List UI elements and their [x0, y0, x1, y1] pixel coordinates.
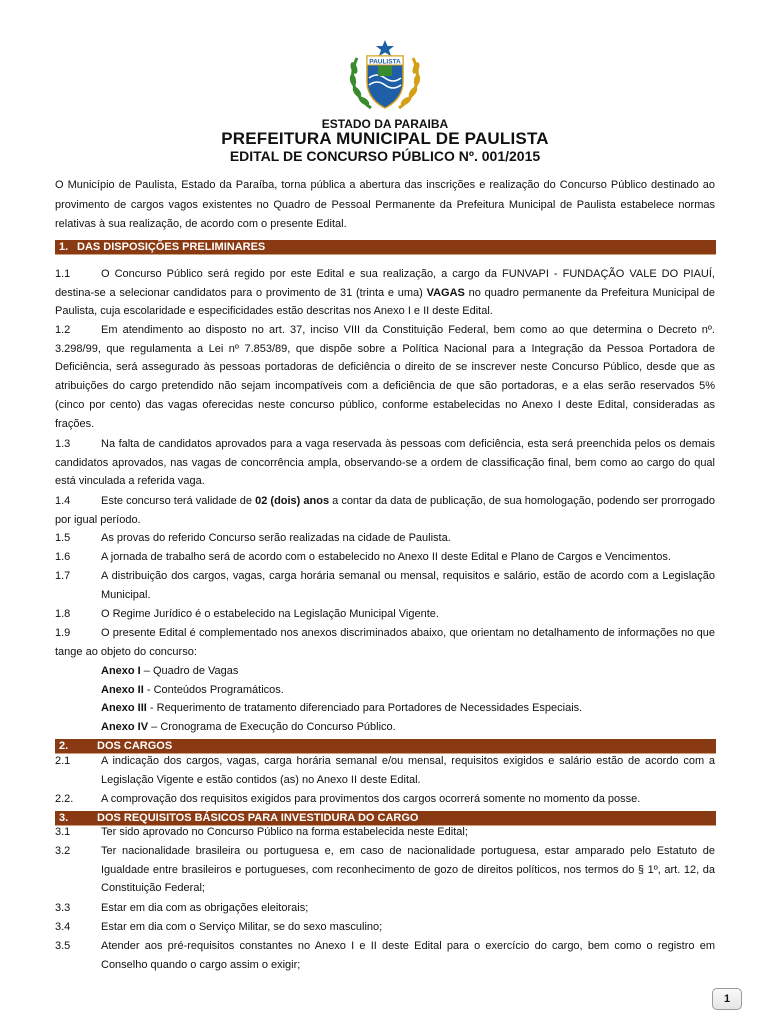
clause-text: O Concurso Público será regido por este Edital e sua realização, a cargo da FUNVAPI - FUNDAÇÃO VALE DO PIAUÍ, destina-se a selecionar candidatos para o provimento de 31 (trinta e uma)	[55, 268, 715, 299]
clause-number: 3.5	[55, 940, 71, 952]
clause-number: 1.7	[55, 570, 71, 582]
page-number: 1	[712, 988, 742, 1010]
clause-3-2	[55, 842, 715, 898]
clause-1-3	[55, 435, 715, 491]
clause-text: no quadro permanente da Prefeitura Municipal de Paulista, cuja escolaridade e especificidades estão descritas nos Anexo I e II deste Edital.	[55, 286, 715, 318]
annex-item: Anexo II - Conteúdos Programáticos.	[101, 684, 284, 696]
clause-text: a contar da data de publicação, de sua homologação, podendo ser prorrogado por igual período.	[55, 495, 715, 526]
clause-1-2	[55, 321, 715, 433]
clause-1-1	[55, 265, 715, 321]
clause-text: Este concurso terá validade de	[101, 495, 256, 507]
clause-3-1	[55, 823, 715, 842]
clause-1-6	[55, 548, 715, 567]
clause-text: A comprovação dos requisitos exigidos para provimentos dos cargos ocorrerá somente no momento da posse.	[101, 793, 641, 805]
municipal-crest-logo	[345, 38, 425, 116]
clause-number: 1.8	[55, 608, 71, 620]
annex-item: Anexo I – Quadro de Vagas	[101, 665, 239, 677]
section-number: 2.	[59, 740, 69, 752]
clause-number: 1.4	[55, 495, 71, 507]
clause-number: 2.2.	[55, 793, 74, 805]
section-title: DOS CARGOS	[97, 740, 173, 752]
clause-text: Em atendimento ao disposto no art. 37, inciso VIII da Constituição Federal, bem como ao que determina o Decreto nº. 3.298/99, que regulamenta a Lei nº 7.853/89, que dispõe sobre a Política Nacional para a Integração da Pessoa Portadora de Deficiência, será assegurado às pessoas portadoras de deficiência o direito de se inscrever neste Concurso Público, desde que as atribuições do cargo pretendido não sejam incompatíveis com a deficiência de que são portadoras, e a elas serão reservados 5% (cinco por cento) das vagas oferecidas neste concurso público, conforme estabelecidas no Anexo I deste Edital, consideradas as frações.	[55, 324, 715, 430]
clause-text: A distribuição dos cargos, vagas, carga horária semanal ou mensal, requisitos e salário, estão de acordo com a Legislação Municipal.	[101, 570, 715, 601]
section-1-header	[55, 240, 716, 255]
clause-text: Estar em dia com as obrigações eleitorais;	[101, 902, 309, 914]
prefecture-title: PREFEITURA MUNICIPAL DE PAULISTA	[221, 129, 549, 148]
clause-number: 2.1	[55, 755, 71, 767]
clause-text: A jornada de trabalho será de acordo com o estabelecido no Anexo II deste Edital e Plano de Cargos e Vencimentos.	[101, 551, 671, 563]
annex-item: Anexo III - Requerimento de tratamento diferenciado para Portadores de Necessidades Especiais.	[101, 702, 583, 714]
clause-text: O Regime Jurídico é o estabelecido na Legislação Municipal Vigente.	[101, 608, 439, 620]
clause-number: 1.6	[55, 551, 71, 563]
clause-text: Ter nacionalidade brasileira ou portuguesa e, em caso de nacionalidade portuguesa, estar amparado pelo Estatuto de Igualdade entre brasileiros e portugueses, com reconhecimento de gozo de direitos políticos, nos termos do § 1º, art. 12, da Constituição Federal;	[101, 845, 715, 895]
svg-text:PAULISTA: PAULISTA	[369, 58, 401, 66]
clause-text: Na falta de candidatos aprovados para a vaga reservada às pessoas com deficiência, esta será preenchida pelos os demais candidatos aprovados, nas vagas de concorrência ampla, observando-se a ordem de classificação final, bem como ao cargo do qual está vinculada a referida vaga.	[55, 438, 715, 488]
clause-1-8	[55, 605, 715, 624]
clause-3-5	[55, 937, 715, 974]
clause-3-3	[55, 899, 715, 918]
clause-1-9	[55, 624, 715, 661]
clause-text: As provas do referido Concurso serão realizadas na cidade de Paulista.	[101, 532, 451, 544]
clause-number: 1.2	[55, 324, 71, 336]
section-title: DAS DISPOSIÇÕES PRELIMINARES	[77, 241, 266, 253]
clause-text: A indicação dos cargos, vagas, carga horária semanal e/ou mensal, requisitos exigidos e salário estão de acordo com a Legislação Vigente e estão contidos (as) no Anexo II deste Edital.	[101, 755, 715, 786]
clause-number: 1.3	[55, 438, 71, 450]
clause-number: 3.4	[55, 921, 71, 933]
clause-number: 1.9	[55, 627, 71, 639]
clause-number: 1.5	[55, 532, 71, 544]
annex-item: Anexo IV – Cronograma de Execução do Concurso Público.	[101, 721, 396, 733]
state-heading: ESTADO DA PARAIBA	[321, 117, 449, 131]
clause-1-7	[55, 567, 715, 604]
clause-text: Atender aos pré-requisitos constantes no Anexo I e II deste Edital para o exercício do cargo, bem como o registro em Conselho quando o cargo assim o exigir;	[101, 940, 715, 971]
clause-2-1	[55, 752, 715, 789]
clause-number: 3.1	[55, 826, 71, 838]
clause-text: O presente Edital é complementado nos anexos discriminados abaixo, que orientam no detalhamento de informações no que tange ao objeto do concurso:	[55, 627, 715, 658]
clause-text: Ter sido aprovado no Concurso Público na forma estabelecida neste Edital;	[101, 826, 468, 838]
clause-number: 3.3	[55, 902, 71, 914]
clause-bold-text: VAGAS	[426, 286, 465, 299]
clause-bold-text: 02 (dois) anos	[255, 495, 330, 507]
clause-number: 3.2	[55, 845, 71, 857]
clause-2-2	[55, 790, 715, 809]
clause-3-4	[55, 918, 715, 937]
clause-number: 1.1	[55, 268, 71, 280]
section-number: 3.	[59, 812, 69, 824]
edital-title: EDITAL DE CONCURSO PÚBLICO Nº. 001/2015	[229, 148, 541, 164]
section-title: DOS REQUISITOS BÁSICOS PARA INVESTIDURA DO CARGO	[97, 812, 419, 824]
intro-paragraph: O Município de Paulista, Estado da Paraíba, torna pública a abertura das inscrições e realização do Concurso Público destinado ao provimento de cargos vagos existentes no Quadro de Pessoal Permanente da Prefeitura Municipal de Paulista estabelece normas relativas à sua realização, de acordo com o presente Edital.	[55, 179, 715, 230]
section-number: 1.	[59, 241, 69, 253]
clause-1-4	[55, 492, 715, 529]
clause-1-5	[55, 529, 715, 548]
clause-text: Estar em dia com o Serviço Militar, se do sexo masculino;	[101, 921, 383, 933]
